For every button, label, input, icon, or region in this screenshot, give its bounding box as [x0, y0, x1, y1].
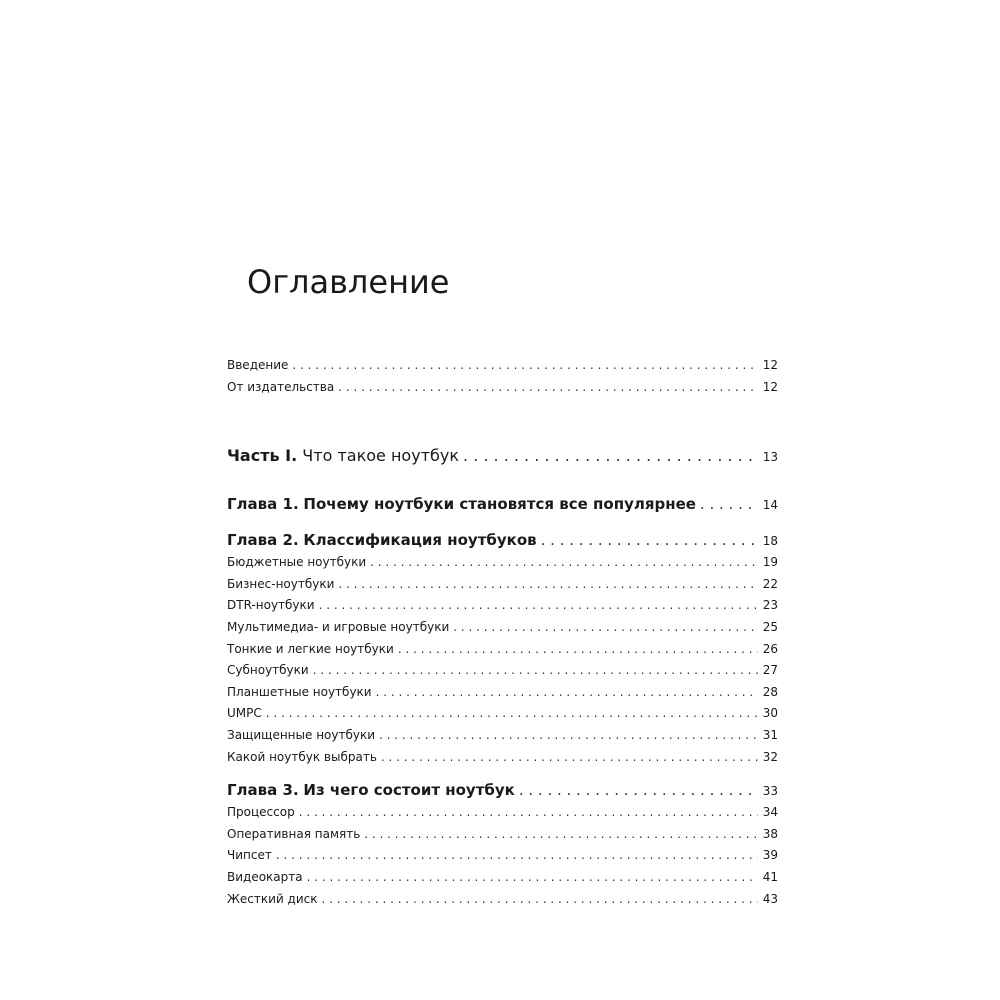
toc-entry-section[interactable] — [227, 845, 778, 867]
dot-leader — [364, 824, 758, 846]
toc-entry-label: Видеокарта — [227, 869, 303, 884]
dot-leader — [299, 802, 758, 824]
toc-entry-section[interactable] — [227, 725, 778, 747]
toc-page-number: 41 — [762, 869, 778, 884]
toc-entry-section[interactable] — [227, 660, 778, 682]
chapter-title: Классификация ноутбуков — [303, 531, 537, 550]
toc-entry-section[interactable] — [227, 682, 778, 704]
dot-leader — [313, 660, 758, 682]
dot-leader — [376, 682, 758, 704]
dot-leader — [463, 444, 758, 468]
toc-page-number: 12 — [762, 379, 778, 394]
toc-entry-section[interactable] — [227, 747, 778, 769]
toc-entry-section[interactable] — [227, 703, 778, 725]
toc-entry-label: DTR-ноутбуки — [227, 598, 315, 613]
toc-entry-label: Чипсет — [227, 848, 272, 863]
toc-entry-label: Планшетные ноутбуки — [227, 684, 372, 699]
toc-page-number: 33 — [762, 784, 778, 799]
toc-entry-label: Субноутбуки — [227, 663, 309, 678]
toc-page-number: 19 — [762, 555, 778, 570]
dot-leader — [379, 725, 758, 747]
toc-page-number: 14 — [762, 498, 778, 513]
toc-entry-publisher-note[interactable] — [227, 377, 778, 399]
table-of-contents — [227, 355, 778, 910]
chapter-title: Почему ноутбуки становятся все популярнее — [303, 495, 696, 514]
dot-leader — [322, 889, 759, 911]
toc-entry-chapter-1[interactable] — [227, 492, 778, 516]
toc-entry-section[interactable] — [227, 824, 778, 846]
toc-part-heading — [227, 444, 459, 468]
toc-entry-section[interactable] — [227, 867, 778, 889]
toc-page-number: 30 — [762, 706, 778, 721]
dot-leader — [370, 552, 758, 574]
toc-entry-label: Введение — [227, 358, 289, 372]
toc-entry-label: Бизнес-ноутбуки — [227, 576, 335, 591]
toc-entry-section[interactable] — [227, 617, 778, 639]
toc-entry-label: Тонкие и легкие ноутбуки — [227, 641, 394, 656]
chapter-number: Глава 2. — [227, 531, 299, 550]
toc-entry-chapter-2[interactable] — [227, 528, 778, 552]
toc-entry-section[interactable] — [227, 889, 778, 911]
toc-page-number: 34 — [762, 805, 778, 820]
chapter-title: Из чего состоит ноутбук — [303, 781, 515, 800]
toc-entry-label: Защищенные ноутбуки — [227, 727, 376, 742]
toc-entry-part-1[interactable] — [227, 444, 778, 468]
chapter-number: Глава 1. — [227, 495, 299, 514]
part-title: Что такое ноутбук — [302, 446, 460, 466]
toc-entry-introduction[interactable] — [227, 355, 778, 377]
toc-entry-label: UMPC — [227, 706, 262, 721]
toc-entry-label: Процессор — [227, 805, 295, 820]
dot-leader — [519, 778, 758, 802]
dot-leader — [276, 845, 758, 867]
toc-page-number: 43 — [762, 891, 778, 906]
toc-page-number: 12 — [762, 358, 778, 372]
toc-entry-section[interactable] — [227, 802, 778, 824]
spacer — [227, 398, 778, 444]
dot-leader — [292, 355, 758, 377]
dot-leader — [338, 377, 758, 399]
toc-page-number: 25 — [762, 619, 778, 634]
toc-page-number: 13 — [762, 450, 778, 465]
toc-entry-label: Мультимедиа- и игровые ноутбуки — [227, 619, 450, 634]
dot-leader — [453, 617, 758, 639]
toc-page-number: 38 — [762, 826, 778, 841]
toc-page-number: 28 — [762, 684, 778, 699]
toc-entry-label: Жесткий диск — [227, 891, 318, 906]
page-title: Оглавление — [247, 263, 450, 301]
toc-entry-label: Какой ноутбук выбрать — [227, 749, 377, 764]
toc-page-number: 18 — [762, 534, 778, 549]
dot-leader — [398, 639, 758, 661]
spacer — [227, 768, 778, 778]
spacer — [227, 516, 778, 528]
chapter-number: Глава 3. — [227, 781, 299, 800]
toc-entry-chapter-3[interactable] — [227, 778, 778, 802]
dot-leader — [338, 574, 758, 596]
dot-leader — [700, 492, 758, 516]
toc-entry-label: Бюджетные ноутбуки — [227, 555, 367, 570]
toc-page-number: 26 — [762, 641, 778, 656]
toc-entry-section[interactable] — [227, 639, 778, 661]
part-number: Часть I. — [227, 446, 298, 466]
toc-page-number: 23 — [762, 598, 778, 613]
toc-page-number: 39 — [762, 848, 778, 863]
dot-leader — [319, 595, 758, 617]
toc-entry-label: От издательства — [227, 379, 335, 394]
toc-entry-section[interactable] — [227, 574, 778, 596]
toc-page-number: 32 — [762, 749, 778, 764]
toc-entry-section[interactable] — [227, 595, 778, 617]
spacer — [227, 468, 778, 492]
toc-chapter-heading — [227, 528, 537, 552]
toc-page-number: 31 — [762, 727, 778, 742]
dot-leader — [541, 528, 758, 552]
toc-page-number: 27 — [762, 663, 778, 678]
dot-leader — [381, 747, 758, 769]
toc-chapter-heading — [227, 778, 515, 802]
toc-chapter-heading — [227, 492, 696, 516]
toc-entry-label: Оперативная память — [227, 826, 361, 841]
toc-page-number: 22 — [762, 576, 778, 591]
dot-leader — [266, 703, 758, 725]
toc-entry-section[interactable] — [227, 552, 778, 574]
dot-leader — [307, 867, 758, 889]
